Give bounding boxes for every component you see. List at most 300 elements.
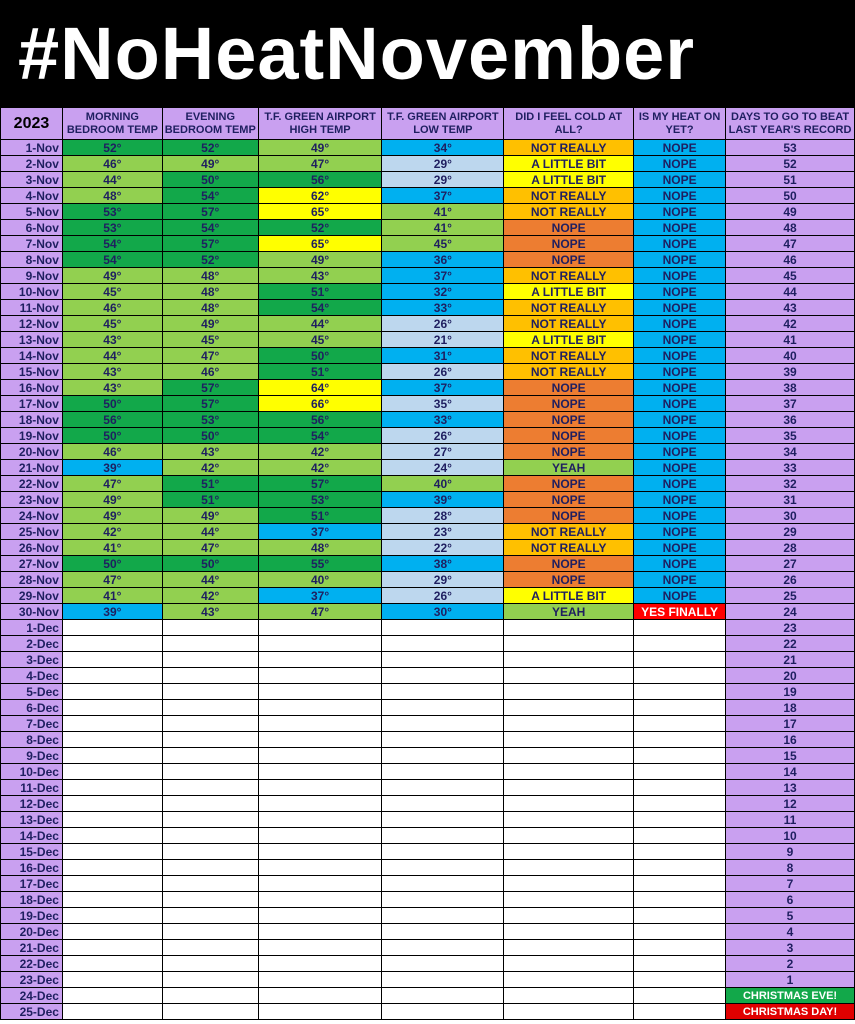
days-to-go-cell[interactable]: 45 — [726, 268, 855, 284]
morning-temp-cell[interactable]: 49° — [62, 508, 162, 524]
heat-on-cell[interactable]: NOPE — [634, 412, 726, 428]
days-to-go-cell[interactable]: 53 — [726, 140, 855, 156]
airport-low-cell[interactable]: 27° — [382, 444, 504, 460]
felt-cold-cell[interactable] — [504, 972, 634, 988]
airport-low-cell[interactable] — [382, 636, 504, 652]
felt-cold-cell[interactable] — [504, 924, 634, 940]
date-cell[interactable]: 19-Dec — [1, 908, 63, 924]
morning-temp-cell[interactable] — [62, 988, 162, 1004]
airport-high-cell[interactable]: 65° — [258, 236, 382, 252]
airport-low-cell[interactable] — [382, 764, 504, 780]
evening-temp-cell[interactable]: 51° — [162, 476, 258, 492]
felt-cold-cell[interactable]: NOT REALLY — [504, 204, 634, 220]
days-to-go-cell[interactable]: 35 — [726, 428, 855, 444]
morning-temp-cell[interactable] — [62, 668, 162, 684]
airport-low-cell[interactable]: 41° — [382, 220, 504, 236]
date-cell[interactable]: 11-Nov — [1, 300, 63, 316]
days-to-go-cell[interactable]: 50 — [726, 188, 855, 204]
evening-temp-cell[interactable]: 42° — [162, 460, 258, 476]
evening-temp-cell[interactable]: 50° — [162, 428, 258, 444]
morning-temp-cell[interactable] — [62, 972, 162, 988]
airport-high-cell[interactable]: 42° — [258, 460, 382, 476]
airport-high-cell[interactable] — [258, 716, 382, 732]
evening-temp-cell[interactable]: 50° — [162, 556, 258, 572]
airport-low-cell[interactable]: 29° — [382, 572, 504, 588]
date-cell[interactable]: 11-Dec — [1, 780, 63, 796]
date-cell[interactable]: 26-Nov — [1, 540, 63, 556]
airport-low-cell[interactable]: 23° — [382, 524, 504, 540]
evening-temp-cell[interactable] — [162, 796, 258, 812]
morning-temp-cell[interactable] — [62, 908, 162, 924]
morning-temp-cell[interactable] — [62, 1004, 162, 1020]
date-cell[interactable]: 23-Dec — [1, 972, 63, 988]
days-to-go-cell[interactable]: 16 — [726, 732, 855, 748]
date-cell[interactable]: 21-Dec — [1, 940, 63, 956]
evening-temp-cell[interactable] — [162, 892, 258, 908]
felt-cold-cell[interactable]: NOT REALLY — [504, 364, 634, 380]
felt-cold-cell[interactable] — [504, 732, 634, 748]
heat-on-cell[interactable] — [634, 828, 726, 844]
morning-temp-cell[interactable]: 50° — [62, 556, 162, 572]
heat-on-cell[interactable] — [634, 860, 726, 876]
felt-cold-cell[interactable] — [504, 812, 634, 828]
date-cell[interactable]: 12-Dec — [1, 796, 63, 812]
morning-temp-cell[interactable] — [62, 940, 162, 956]
days-to-go-cell[interactable]: 41 — [726, 332, 855, 348]
felt-cold-cell[interactable] — [504, 860, 634, 876]
felt-cold-header[interactable]: DID I FEEL COLD AT ALL? — [504, 108, 634, 140]
morning-temp-cell[interactable] — [62, 828, 162, 844]
airport-high-header[interactable]: T.F. GREEN AIRPORT HIGH TEMP — [258, 108, 382, 140]
airport-high-cell[interactable]: 62° — [258, 188, 382, 204]
evening-temp-cell[interactable]: 48° — [162, 284, 258, 300]
date-cell[interactable]: 27-Nov — [1, 556, 63, 572]
morning-temp-cell[interactable]: 42° — [62, 524, 162, 540]
felt-cold-cell[interactable] — [504, 748, 634, 764]
heat-on-cell[interactable]: NOPE — [634, 156, 726, 172]
evening-temp-cell[interactable]: 49° — [162, 508, 258, 524]
morning-temp-cell[interactable]: 49° — [62, 492, 162, 508]
days-to-go-cell[interactable]: 20 — [726, 668, 855, 684]
airport-low-cell[interactable] — [382, 940, 504, 956]
evening-temp-cell[interactable]: 49° — [162, 156, 258, 172]
morning-temp-cell[interactable]: 46° — [62, 444, 162, 460]
morning-temp-cell[interactable]: 47° — [62, 476, 162, 492]
airport-high-cell[interactable] — [258, 1004, 382, 1020]
heat-on-cell[interactable]: NOPE — [634, 220, 726, 236]
evening-temp-cell[interactable]: 57° — [162, 204, 258, 220]
morning-temp-cell[interactable]: 39° — [62, 604, 162, 620]
evening-temp-cell[interactable] — [162, 956, 258, 972]
airport-high-cell[interactable] — [258, 668, 382, 684]
evening-temp-cell[interactable] — [162, 812, 258, 828]
morning-temp-cell[interactable]: 53° — [62, 220, 162, 236]
airport-low-cell[interactable] — [382, 924, 504, 940]
morning-temp-cell[interactable]: 48° — [62, 188, 162, 204]
days-to-go-cell[interactable]: 11 — [726, 812, 855, 828]
heat-on-cell[interactable]: NOPE — [634, 428, 726, 444]
date-cell[interactable]: 29-Nov — [1, 588, 63, 604]
airport-high-cell[interactable]: 54° — [258, 300, 382, 316]
heat-on-cell[interactable]: NOPE — [634, 540, 726, 556]
morning-temp-cell[interactable]: 54° — [62, 236, 162, 252]
days-to-go-cell[interactable]: 42 — [726, 316, 855, 332]
airport-low-cell[interactable]: 26° — [382, 364, 504, 380]
airport-low-cell[interactable] — [382, 956, 504, 972]
days-to-go-cell[interactable]: 40 — [726, 348, 855, 364]
heat-on-cell[interactable]: NOPE — [634, 588, 726, 604]
airport-low-cell[interactable]: 30° — [382, 604, 504, 620]
days-to-go-cell[interactable]: 6 — [726, 892, 855, 908]
morning-temp-cell[interactable]: 49° — [62, 268, 162, 284]
airport-high-cell[interactable] — [258, 812, 382, 828]
date-cell[interactable]: 21-Nov — [1, 460, 63, 476]
days-to-go-cell[interactable]: 27 — [726, 556, 855, 572]
felt-cold-cell[interactable] — [504, 700, 634, 716]
airport-low-cell[interactable] — [382, 1004, 504, 1020]
airport-high-cell[interactable]: 55° — [258, 556, 382, 572]
airport-high-cell[interactable] — [258, 620, 382, 636]
morning-temp-cell[interactable] — [62, 876, 162, 892]
heat-on-cell[interactable]: YES FINALLY — [634, 604, 726, 620]
felt-cold-cell[interactable]: YEAH — [504, 460, 634, 476]
morning-temp-cell[interactable]: 44° — [62, 172, 162, 188]
felt-cold-cell[interactable]: NOPE — [504, 236, 634, 252]
heat-on-cell[interactable] — [634, 924, 726, 940]
days-to-go-cell[interactable]: 12 — [726, 796, 855, 812]
evening-temp-cell[interactable]: 42° — [162, 588, 258, 604]
airport-low-cell[interactable]: 29° — [382, 156, 504, 172]
felt-cold-cell[interactable] — [504, 652, 634, 668]
felt-cold-cell[interactable] — [504, 668, 634, 684]
christmas-cell[interactable]: CHRISTMAS DAY! — [726, 1004, 855, 1020]
heat-on-cell[interactable]: NOPE — [634, 332, 726, 348]
evening-temp-cell[interactable] — [162, 764, 258, 780]
date-cell[interactable]: 2-Dec — [1, 636, 63, 652]
morning-temp-cell[interactable]: 50° — [62, 396, 162, 412]
heat-on-cell[interactable]: NOPE — [634, 172, 726, 188]
airport-low-cell[interactable]: 37° — [382, 188, 504, 204]
evening-temp-header[interactable]: EVENING BEDROOM TEMP — [162, 108, 258, 140]
airport-low-cell[interactable]: 28° — [382, 508, 504, 524]
date-cell[interactable]: 16-Nov — [1, 380, 63, 396]
heat-on-cell[interactable]: NOPE — [634, 284, 726, 300]
date-cell[interactable]: 15-Nov — [1, 364, 63, 380]
days-to-go-cell[interactable]: 25 — [726, 588, 855, 604]
felt-cold-cell[interactable]: NOT REALLY — [504, 316, 634, 332]
morning-temp-cell[interactable] — [62, 812, 162, 828]
morning-temp-cell[interactable]: 52° — [62, 140, 162, 156]
airport-low-cell[interactable]: 26° — [382, 316, 504, 332]
morning-temp-cell[interactable] — [62, 780, 162, 796]
morning-temp-header[interactable]: MORNING BEDROOM TEMP — [62, 108, 162, 140]
evening-temp-cell[interactable]: 50° — [162, 172, 258, 188]
date-cell[interactable]: 2-Nov — [1, 156, 63, 172]
heat-on-cell[interactable] — [634, 988, 726, 1004]
morning-temp-cell[interactable] — [62, 796, 162, 812]
date-cell[interactable]: 7-Dec — [1, 716, 63, 732]
heat-on-cell[interactable] — [634, 732, 726, 748]
airport-high-cell[interactable] — [258, 860, 382, 876]
date-cell[interactable]: 22-Nov — [1, 476, 63, 492]
days-to-go-cell[interactable]: 23 — [726, 620, 855, 636]
felt-cold-cell[interactable]: NOT REALLY — [504, 524, 634, 540]
morning-temp-cell[interactable] — [62, 956, 162, 972]
airport-high-cell[interactable]: 54° — [258, 428, 382, 444]
heat-on-cell[interactable] — [634, 636, 726, 652]
days-to-go-cell[interactable]: 3 — [726, 940, 855, 956]
airport-low-cell[interactable] — [382, 892, 504, 908]
date-cell[interactable]: 25-Dec — [1, 1004, 63, 1020]
evening-temp-cell[interactable]: 48° — [162, 300, 258, 316]
felt-cold-cell[interactable] — [504, 892, 634, 908]
heat-on-cell[interactable]: NOPE — [634, 300, 726, 316]
airport-low-cell[interactable] — [382, 988, 504, 1004]
airport-high-cell[interactable]: 64° — [258, 380, 382, 396]
airport-high-cell[interactable]: 49° — [258, 252, 382, 268]
days-to-go-cell[interactable]: 34 — [726, 444, 855, 460]
airport-high-cell[interactable] — [258, 988, 382, 1004]
felt-cold-cell[interactable]: A LITTLE BIT — [504, 588, 634, 604]
felt-cold-cell[interactable]: NOPE — [504, 556, 634, 572]
days-to-go-cell[interactable]: 29 — [726, 524, 855, 540]
felt-cold-cell[interactable] — [504, 684, 634, 700]
felt-cold-cell[interactable]: NOPE — [504, 444, 634, 460]
date-cell[interactable]: 24-Dec — [1, 988, 63, 1004]
felt-cold-cell[interactable] — [504, 796, 634, 812]
days-to-go-cell[interactable]: 36 — [726, 412, 855, 428]
felt-cold-cell[interactable]: NOPE — [504, 220, 634, 236]
date-cell[interactable]: 3-Dec — [1, 652, 63, 668]
date-cell[interactable]: 14-Dec — [1, 828, 63, 844]
morning-temp-cell[interactable] — [62, 652, 162, 668]
days-to-go-cell[interactable]: 44 — [726, 284, 855, 300]
airport-high-cell[interactable] — [258, 892, 382, 908]
date-cell[interactable]: 24-Nov — [1, 508, 63, 524]
evening-temp-cell[interactable]: 45° — [162, 332, 258, 348]
airport-high-cell[interactable]: 37° — [258, 524, 382, 540]
airport-low-cell[interactable] — [382, 844, 504, 860]
morning-temp-cell[interactable] — [62, 860, 162, 876]
airport-high-cell[interactable]: 43° — [258, 268, 382, 284]
date-cell[interactable]: 30-Nov — [1, 604, 63, 620]
airport-low-cell[interactable]: 41° — [382, 204, 504, 220]
airport-low-cell[interactable]: 32° — [382, 284, 504, 300]
felt-cold-cell[interactable]: NOPE — [504, 492, 634, 508]
felt-cold-cell[interactable] — [504, 956, 634, 972]
morning-temp-cell[interactable]: 43° — [62, 380, 162, 396]
date-cell[interactable]: 1-Nov — [1, 140, 63, 156]
evening-temp-cell[interactable] — [162, 828, 258, 844]
felt-cold-cell[interactable]: A LITTLE BIT — [504, 284, 634, 300]
date-cell[interactable]: 6-Nov — [1, 220, 63, 236]
airport-high-cell[interactable] — [258, 828, 382, 844]
morning-temp-cell[interactable]: 44° — [62, 348, 162, 364]
days-to-go-cell[interactable]: 49 — [726, 204, 855, 220]
evening-temp-cell[interactable] — [162, 844, 258, 860]
evening-temp-cell[interactable]: 51° — [162, 492, 258, 508]
airport-low-cell[interactable] — [382, 908, 504, 924]
evening-temp-cell[interactable]: 52° — [162, 252, 258, 268]
days-to-go-cell[interactable]: 28 — [726, 540, 855, 556]
date-cell[interactable]: 5-Nov — [1, 204, 63, 220]
date-cell[interactable]: 18-Dec — [1, 892, 63, 908]
evening-temp-cell[interactable] — [162, 924, 258, 940]
airport-low-cell[interactable] — [382, 732, 504, 748]
airport-low-cell[interactable] — [382, 700, 504, 716]
felt-cold-cell[interactable] — [504, 780, 634, 796]
airport-low-cell[interactable]: 31° — [382, 348, 504, 364]
days-to-go-cell[interactable]: 51 — [726, 172, 855, 188]
evening-temp-cell[interactable] — [162, 668, 258, 684]
evening-temp-cell[interactable] — [162, 716, 258, 732]
heat-on-cell[interactable] — [634, 876, 726, 892]
date-cell[interactable]: 25-Nov — [1, 524, 63, 540]
felt-cold-cell[interactable]: A LITTLE BIT — [504, 332, 634, 348]
airport-low-cell[interactable]: 33° — [382, 300, 504, 316]
date-cell[interactable]: 14-Nov — [1, 348, 63, 364]
evening-temp-cell[interactable]: 44° — [162, 524, 258, 540]
airport-high-cell[interactable] — [258, 684, 382, 700]
date-cell[interactable]: 3-Nov — [1, 172, 63, 188]
airport-low-cell[interactable]: 45° — [382, 236, 504, 252]
airport-high-cell[interactable]: 51° — [258, 284, 382, 300]
heat-on-cell[interactable] — [634, 684, 726, 700]
felt-cold-cell[interactable] — [504, 844, 634, 860]
felt-cold-cell[interactable]: NOT REALLY — [504, 140, 634, 156]
airport-low-cell[interactable] — [382, 812, 504, 828]
evening-temp-cell[interactable] — [162, 940, 258, 956]
airport-high-cell[interactable] — [258, 908, 382, 924]
airport-low-cell[interactable]: 38° — [382, 556, 504, 572]
airport-low-cell[interactable] — [382, 620, 504, 636]
morning-temp-cell[interactable]: 43° — [62, 364, 162, 380]
date-cell[interactable]: 17-Nov — [1, 396, 63, 412]
airport-high-cell[interactable]: 40° — [258, 572, 382, 588]
date-cell[interactable]: 1-Dec — [1, 620, 63, 636]
felt-cold-cell[interactable]: YEAH — [504, 604, 634, 620]
days-to-go-cell[interactable]: 14 — [726, 764, 855, 780]
airport-high-cell[interactable] — [258, 796, 382, 812]
evening-temp-cell[interactable] — [162, 748, 258, 764]
days-to-go-cell[interactable]: 17 — [726, 716, 855, 732]
morning-temp-cell[interactable]: 50° — [62, 428, 162, 444]
evening-temp-cell[interactable] — [162, 636, 258, 652]
date-cell[interactable]: 10-Dec — [1, 764, 63, 780]
airport-high-cell[interactable]: 52° — [258, 220, 382, 236]
heat-on-header[interactable]: IS MY HEAT ON YET? — [634, 108, 726, 140]
airport-low-cell[interactable] — [382, 716, 504, 732]
airport-low-cell[interactable] — [382, 796, 504, 812]
airport-low-cell[interactable] — [382, 876, 504, 892]
airport-low-cell[interactable]: 35° — [382, 396, 504, 412]
felt-cold-cell[interactable] — [504, 1004, 634, 1020]
heat-on-cell[interactable] — [634, 972, 726, 988]
heat-on-cell[interactable] — [634, 764, 726, 780]
evening-temp-cell[interactable]: 44° — [162, 572, 258, 588]
airport-high-cell[interactable] — [258, 700, 382, 716]
heat-on-cell[interactable]: NOPE — [634, 348, 726, 364]
airport-high-cell[interactable] — [258, 972, 382, 988]
date-cell[interactable]: 22-Dec — [1, 956, 63, 972]
evening-temp-cell[interactable]: 57° — [162, 396, 258, 412]
date-cell[interactable]: 7-Nov — [1, 236, 63, 252]
felt-cold-cell[interactable]: NOPE — [504, 252, 634, 268]
airport-high-cell[interactable] — [258, 636, 382, 652]
date-cell[interactable]: 19-Nov — [1, 428, 63, 444]
year-header[interactable]: 2023 — [1, 108, 63, 140]
date-cell[interactable]: 4-Nov — [1, 188, 63, 204]
felt-cold-cell[interactable] — [504, 908, 634, 924]
date-cell[interactable]: 8-Nov — [1, 252, 63, 268]
felt-cold-cell[interactable]: NOPE — [504, 380, 634, 396]
days-to-go-cell[interactable]: 15 — [726, 748, 855, 764]
date-cell[interactable]: 20-Nov — [1, 444, 63, 460]
morning-temp-cell[interactable]: 56° — [62, 412, 162, 428]
airport-high-cell[interactable] — [258, 764, 382, 780]
airport-low-cell[interactable] — [382, 828, 504, 844]
heat-on-cell[interactable]: NOPE — [634, 572, 726, 588]
airport-high-cell[interactable]: 57° — [258, 476, 382, 492]
airport-high-cell[interactable]: 51° — [258, 508, 382, 524]
airport-high-cell[interactable]: 45° — [258, 332, 382, 348]
days-to-go-cell[interactable]: 18 — [726, 700, 855, 716]
evening-temp-cell[interactable] — [162, 1004, 258, 1020]
morning-temp-cell[interactable] — [62, 684, 162, 700]
heat-on-cell[interactable]: NOPE — [634, 556, 726, 572]
felt-cold-cell[interactable] — [504, 620, 634, 636]
evening-temp-cell[interactable]: 49° — [162, 316, 258, 332]
heat-on-cell[interactable] — [634, 956, 726, 972]
airport-low-cell[interactable]: 24° — [382, 460, 504, 476]
felt-cold-cell[interactable]: NOPE — [504, 572, 634, 588]
morning-temp-cell[interactable] — [62, 844, 162, 860]
airport-low-cell[interactable]: 36° — [382, 252, 504, 268]
morning-temp-cell[interactable] — [62, 924, 162, 940]
airport-high-cell[interactable] — [258, 652, 382, 668]
heat-on-cell[interactable]: NOPE — [634, 380, 726, 396]
days-to-go-cell[interactable]: 47 — [726, 236, 855, 252]
morning-temp-cell[interactable]: 41° — [62, 540, 162, 556]
felt-cold-cell[interactable]: NOPE — [504, 412, 634, 428]
felt-cold-cell[interactable] — [504, 716, 634, 732]
heat-on-cell[interactable]: NOPE — [634, 508, 726, 524]
days-to-go-cell[interactable]: 10 — [726, 828, 855, 844]
airport-high-cell[interactable]: 49° — [258, 140, 382, 156]
date-cell[interactable]: 18-Nov — [1, 412, 63, 428]
felt-cold-cell[interactable]: NOT REALLY — [504, 540, 634, 556]
date-cell[interactable]: 13-Dec — [1, 812, 63, 828]
airport-low-cell[interactable] — [382, 748, 504, 764]
airport-low-cell[interactable]: 40° — [382, 476, 504, 492]
morning-temp-cell[interactable] — [62, 892, 162, 908]
airport-low-cell[interactable]: 26° — [382, 588, 504, 604]
evening-temp-cell[interactable] — [162, 780, 258, 796]
heat-on-cell[interactable]: NOPE — [634, 252, 726, 268]
felt-cold-cell[interactable] — [504, 988, 634, 1004]
morning-temp-cell[interactable]: 53° — [62, 204, 162, 220]
evening-temp-cell[interactable]: 48° — [162, 268, 258, 284]
morning-temp-cell[interactable]: 39° — [62, 460, 162, 476]
morning-temp-cell[interactable]: 54° — [62, 252, 162, 268]
heat-on-cell[interactable] — [634, 796, 726, 812]
date-cell[interactable]: 5-Dec — [1, 684, 63, 700]
felt-cold-cell[interactable]: NOT REALLY — [504, 300, 634, 316]
heat-on-cell[interactable] — [634, 780, 726, 796]
morning-temp-cell[interactable]: 47° — [62, 572, 162, 588]
days-to-go-cell[interactable]: 1 — [726, 972, 855, 988]
days-to-go-cell[interactable]: 2 — [726, 956, 855, 972]
